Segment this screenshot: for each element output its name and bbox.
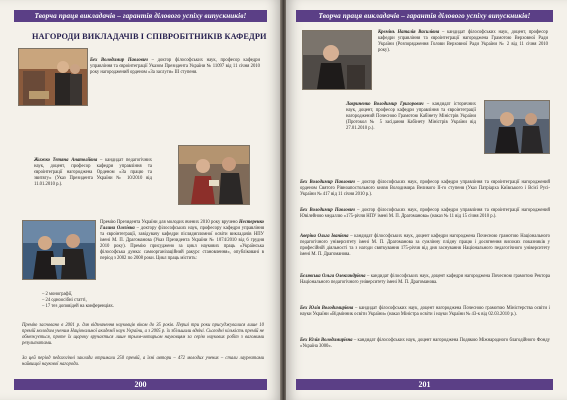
entry-bekh-yuliia-1 [300,306,550,318]
entry-bekh-3 [300,208,550,220]
entry-text: – кандидат філософських наук, доцент кафедри нагороджена Почесною грамотою Національного педагогічного університету імені М. П. Драгоманова за сумлінну плідну працю і досягнення високих показників у професійній діяльності та з нагоди святкування 175-річчя від дня заснування Національного педагогічного університету імені М. П. Драгоманова. [300,234,551,258]
right-header-band: Творча праця викладачів – гарантія ділового успіху випускників! [296,10,553,22]
entry-bekh-1 [90,58,260,76]
entry-bieliavska [300,274,550,286]
entry-name: Бех Юлія Володимирівна [300,306,354,311]
entry-name: Нестеренко Галина Олегівна [100,220,265,232]
entry-name: Жижко Тетяна Анатоліївна [34,158,98,163]
left-page-number: 200 [14,379,267,390]
bullet-item: – 17 тез доповідей на конференціях. [42,304,115,310]
entry-intro: Премію Президента України для молодих вчених 2010 року вручено [100,220,238,225]
awards-heading: НАГОРОДИ ВИКЛАДАЧІВ І СПІВРОБІТНИКІВ КАФЕДРИ [32,32,267,41]
entry-text: – кандидат філософських наук, доцент кафедри нагороджена Почесною грамотою Ректора Національного педагогічного університету імені М. П. Драгоманова. [300,274,551,286]
entry-text: – кандидат філософських наук, доцент нагороджена Почесною грамотою Міністерства освіти і науки України «Відмінник освіти України» (наказ Міністра освіти і науки України № 43-к від 02.03.2010 р.). [300,306,550,318]
entry-text: – доктор філософських наук, професор кафедри управління та євроінтеграції Указом Президента України № 11097 від 11 січня 2010 року нагороджений орденом «За заслуги» ІІІ ступеня. [90,58,260,76]
bullet-item: – 24 одноосібні статті, [42,298,87,304]
italic-note-1: Премію засновано в 2001 р. для відзначення науковців віком до 35 років. Перші три роки присуджувалися лише 10 премій молодим ученим Національної академії наук України, а з 2005 р. їх збільшили вдвічі. Сьогодні кількість премій не обмежується, проте їх щороку вручається лише трьом-чотирьом науковцям за серію наукових робіт з вагомими результатами. [22,323,264,347]
entry-bekh-yuliia-2 [300,338,550,350]
entry-text: – доктор філософських наук, професор кафедри управління та євроінтеграції нагороджений Ювілейною медаллю «175-річчя НПУ імені М. П. Драгоманова» (наказ № 11 від 15 січня 2010 р.). [300,208,550,220]
italic-note-2: За цей період педагогічні заклади отримали 250 премій, а їхні автори – 472 молодих учених – стали лауреатами найвищої наукової нагороди. [22,356,264,368]
entry-text: – кандидат філософських наук, доцент, професор кафедри управління та євроінтеграції нагороджена Грамотою Верховної Ради України (Розпорядження Голови Верховної Ради України № 2 від 11 січня 2010 року). [378,30,548,54]
entry-text: – доктору філософських наук, професору кафедри управління та євроінтеграції, завідувачу кафедри післядипломної освіти викладачів НПУ імені М. П. Драгоманова (Указ Президента України № 1074/2010 від 6 грудня 2010 року). Премію присуджено за цикл наукових праць «Українська філософська думка: самоорганізаційний ракурс становлення», опубліковані в період з 2002 по 2008 роки. Цикл праць містить: [100,226,265,262]
entry-text: – кандидат філософських наук, доцент нагороджена Подякою Міжнародного благодійного Фонду «Україна 3000». [300,338,550,350]
entry-name: Лавриненко Володимир Григорович [346,102,424,107]
entry-name: Бєлявська Ольга Олександрівна [300,274,366,279]
entry-name: Бех Юлія Володимирівна [300,338,353,343]
entry-zhyzhko [34,158,152,188]
right-page-number: 201 [296,379,553,390]
entry-name: Бех Володимир Павлович [300,180,355,185]
entry-name: Бех Володимир Павлович [90,58,148,63]
entry-name: Бех Володимир Павлович [300,208,355,213]
entry-averina [300,234,550,258]
photo-award-ceremony-1 [18,48,88,106]
entry-lavrynenko [346,102,476,132]
entry-text: – кандидат педагогічних наук, доцент, професор кафедри управління та євроінтеграції нагороджена Орденом «За працю та звитягу» (Указ Президента України № 10/2010 від 11.01.2010 р.). [34,158,153,188]
bullet-item: – 2 монографії, [42,292,73,297]
photo-kremin [302,30,372,90]
photo-lavrynenko [484,100,550,154]
left-header-band: Творча праця викладачів – гарантія ділового успіху випускників! [14,10,267,22]
photo-nesterenko-award [22,220,96,280]
entry-name: Кремінь Наталія Василівна [378,30,440,35]
bullet-list [42,292,242,310]
entry-name: Аверіна Ольга Іванівна [300,234,349,239]
left-page [0,0,281,400]
entry-nesterenko [100,220,264,262]
entry-kremin [378,30,548,54]
entry-text: – доктор філософських наук, професор кафедри управління та євроінтеграції нагороджений орденом Святого Рівноапостольного князя Володимира Великого ІІ-го ступеня (Указ Патріарха Київського і Всієї Русі-України № 417 від 11 січня 2010 р.). [300,180,550,198]
photo-zhyzhko-award [178,145,250,205]
entry-bekh-2 [300,180,550,198]
right-page [286,0,567,400]
entry-text: – кандидат історичних наук, доцент, професор кафедри управління та євроінтеграції нагороджений Почесною Грамотою Кабінету Міністрів України (Протокол № 5 засідання Кабінету Міністрів України від 27.01.2010 р.). [346,102,476,132]
